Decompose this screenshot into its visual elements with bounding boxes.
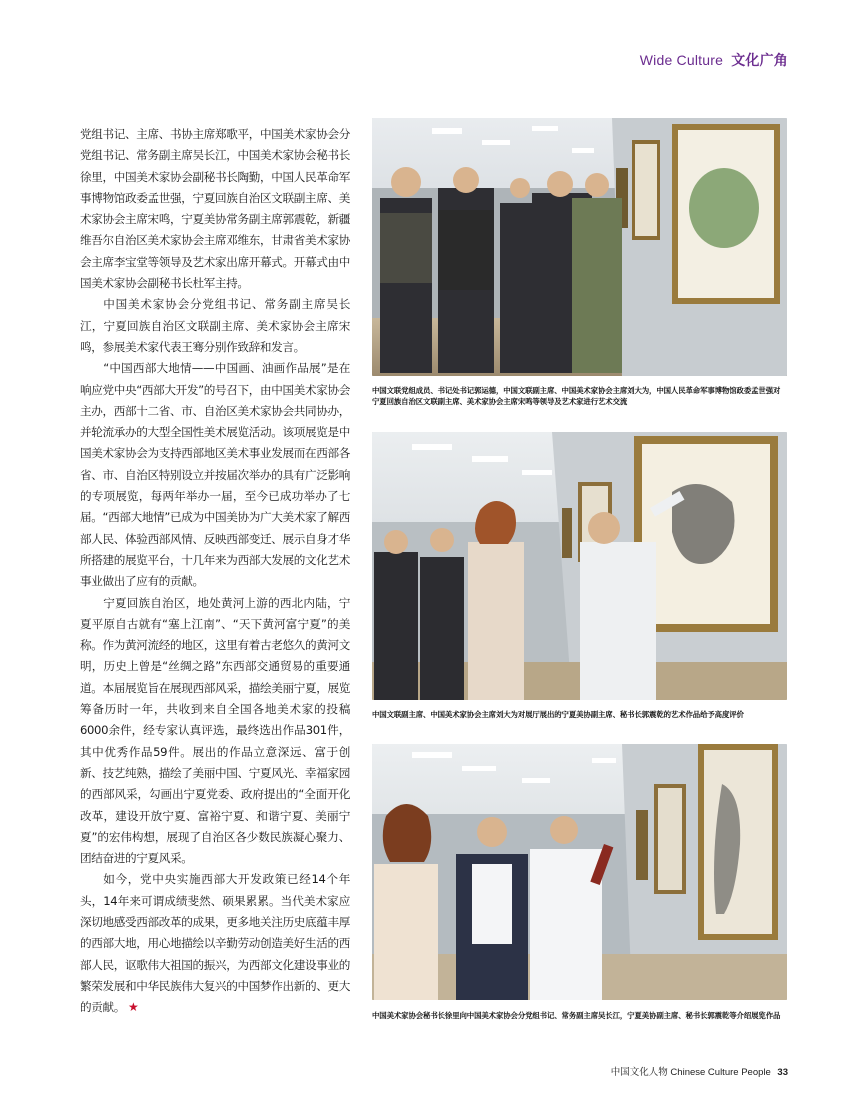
article-body <box>80 124 350 1018</box>
photo-exhibition-group-2 <box>372 432 787 700</box>
article-paragraph: “中国西部大地情——中国画、油画作品展”是在响应党中央“西部大开发”的号召下，由中国美术家协会主办，西部十二省、市、自治区美术家协会共同协办，并轮流承办的大型全国性美术展览活动。该项展览是中国美术家协会为支持西部地区美术事业发展而在西部各省、市、自治区特别设立并按届次举办的具有广泛影响的专项展览，每两年举办一届，至今已成功举办了七届。“西部大地情”已成为中国美协为广大美术家了解西部人民、体验西部风情、反映西部变迁、展示自身才华所搭建的展览平台，十几年来为西部大发展的文化艺术事业做出了应有的贡献。 <box>80 361 350 589</box>
section-header <box>640 50 788 70</box>
photo-caption: 中国文联党组成员、书记处书记郭运德，中国文联副主席、中国美术家协会主席刘大为，中国人民革命军事博物馆政委孟世强对宁夏回族自治区文联副主席、美术家协会主席宋鸣等领导及艺术家进行艺术交流 <box>372 386 781 406</box>
publication-name: 中国文化人物 Chinese Culture People <box>610 1067 771 1078</box>
section-header-en: Wide Culture <box>639 52 724 68</box>
end-mark-star-icon: ★ <box>127 1000 139 1015</box>
article-paragraph: 中国美术家协会分党组书记、常务副主席吴长江，宁夏回族自治区文联副主席、美术家协会主席宋鸣，参展美术家代表王骞分别作致辞和发言。 <box>80 297 350 354</box>
section-header-cn: 文化广角 <box>731 53 788 69</box>
photo-caption: 中国文联副主席、中国美术家协会主席刘大为对展厅展出的宁夏美协副主席、秘书长郭震乾的艺术作品给予高度评价 <box>372 710 744 719</box>
article-paragraph: 宁夏回族自治区，地处黄河上游的西北内陆，宁夏平原自古就有“塞上江南”、“天下黄河富宁夏”的美称。作为黄河流经的地区，这里有着古老悠久的黄河文明，历史上曾是“丝绸之路”东西部交通贸易的重要通道。本届展览旨在展现西部风采，描绘美丽宁夏，展览筹备历时一年，共收到来自全国各地美术家的投稿6000余件，经专家认真评选，最终选出作品301件，其中优秀作品59件。展出的作品立意深远、富于创新、技艺纯熟，描绘了美丽中国、宁夏风光、幸福家园的西部风采，勾画出宁夏党委、政府提出的“全面开化改革，建设开放宁夏、富裕宁夏、和谐宁夏、美丽宁夏”的宏伟构想，展现了自治区各少数民族凝心聚力、团结奋进的宁夏风采。 <box>80 595 350 866</box>
photo-exhibition-group-1 <box>372 118 787 376</box>
photo-exhibition-group-3 <box>372 744 787 1000</box>
article-paragraph: 如今，党中央实施西部大开发政策已经14个年头，14年来可谓成绩斐然、硕果累累。当代美术家应深切地感受西部改革的成果，更多地关注历史底蕴丰厚的西部大地，用心地描绘以辛勤劳动创造美好生活的西部人民，讴歌伟大祖国的振兴，为西部文化建设事业的繁荣发展和中华民族伟大复兴的中国梦作出新的、更大的贡献。 <box>80 872 350 1015</box>
page-number: 33 <box>777 1067 788 1078</box>
article-paragraph: 党组书记、主席、书协主席郑歌平，中国美术家协会分党组书记、常务副主席吴长江，中国美术家协会秘书长徐里，中国美术家协会副秘书长陶勤，中国人民革命军事博物馆政委孟世强，宁夏回族自治区文联副主席、美术家协会主席宋鸣，宁夏美协常务副主席郭震乾，新疆维吾尔自治区美术家协会主席邓维东，甘肃省美术家协会主席李宝堂等领导及艺术家出席开幕式。开幕式由中国美术家协会副秘书长杜军主持。 <box>80 127 350 291</box>
page-footer <box>611 1064 788 1078</box>
photo-caption: 中国美术家协会秘书长徐里向中国美术家协会分党组书记、常务副主席吴长江，宁夏美协副主席、秘书长郭震乾等介绍展览作品 <box>372 1011 781 1020</box>
